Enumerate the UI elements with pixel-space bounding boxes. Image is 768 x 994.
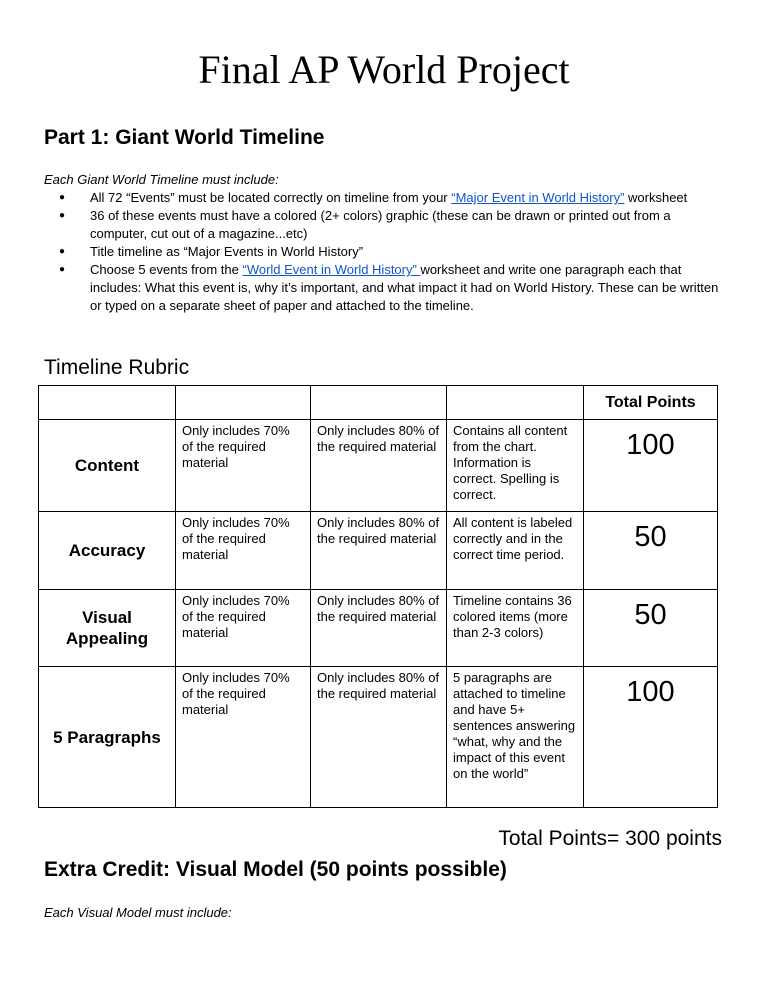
table-row (39, 512, 718, 590)
row-points: 100 (584, 420, 718, 512)
row-category: Content (39, 420, 176, 512)
table-cell: Contains all content from the chart. Information is correct. Spelling is correct. (447, 420, 584, 512)
table-row (39, 420, 718, 512)
table-header-cell (447, 386, 584, 420)
bullet-icon: ● (58, 192, 66, 203)
list-item (57, 243, 727, 261)
table-row (39, 590, 718, 667)
rubric-table (38, 385, 718, 808)
requirements-list (57, 189, 727, 315)
row-points: 100 (584, 667, 718, 808)
table-row (39, 667, 718, 808)
row-points: 50 (584, 512, 718, 590)
total-points-line: Total Points= 300 points (498, 827, 722, 850)
list-item-text: All 72 “Events” must be located correctly on timeline from your (90, 190, 452, 205)
part1-intro: Each Giant World Timeline must include: (44, 172, 279, 187)
row-points: 50 (584, 590, 718, 667)
table-header-cell (176, 386, 311, 420)
rubric-heading: Timeline Rubric (44, 356, 190, 379)
list-item (57, 189, 727, 207)
bullet-icon: ● (58, 210, 66, 221)
extra-credit-heading: Extra Credit: Visual Model (50 points possible) (44, 858, 507, 881)
table-cell: Only includes 80% of the required material (311, 590, 447, 667)
table-cell: Only includes 70% of the required material (176, 512, 311, 590)
part1-heading: Part 1: Giant World Timeline (44, 126, 325, 149)
table-cell: Only includes 70% of the required material (176, 590, 311, 667)
table-cell: Only includes 80% of the required material (311, 512, 447, 590)
table-cell: Only includes 80% of the required material (311, 667, 447, 808)
bullet-icon: ● (58, 264, 66, 275)
table-header-cell (39, 386, 176, 420)
table-cell: Only includes 70% of the required material (176, 667, 311, 808)
table-cell: All content is labeled correctly and in the correct time period. (447, 512, 584, 590)
list-item-text: 36 of these events must have a colored (2+ colors) graphic (these can be drawn or printed out from a computer, cut out of a magazine...etc) (90, 208, 671, 241)
bullet-icon: ● (58, 246, 66, 257)
table-cell: 5 paragraphs are attached to timeline and have 5+ sentences answering “what, why and the impact of this event on the world” (447, 667, 584, 808)
list-item-text: worksheet and write one paragraph each that includes: What this event is, why it’s important, and what impact it had on World History. These can be written or typed on a separate sheet of paper and attached to the timeline. (90, 262, 719, 313)
list-item-text: worksheet (624, 190, 688, 205)
table-cell: Timeline contains 36 colored items (more than 2-3 colors) (447, 590, 584, 667)
world-event-worksheet-link[interactable]: “World Event in World History” (242, 262, 421, 277)
table-cell: Only includes 70% of the required material (176, 420, 311, 512)
row-category: Accuracy (39, 512, 176, 590)
document-title: Final AP World Project (198, 47, 570, 92)
list-item (57, 261, 727, 315)
total-points-header: Total Points (584, 386, 718, 420)
list-item-text: Choose 5 events from the (90, 262, 243, 277)
table-header-row (39, 386, 718, 420)
extra-credit-intro: Each Visual Model must include: (44, 905, 232, 920)
table-cell: Only includes 80% of the required material (311, 420, 447, 512)
major-event-worksheet-link[interactable]: “Major Event in World History” (451, 190, 625, 205)
list-item (57, 207, 727, 243)
row-category: 5 Paragraphs (39, 667, 176, 808)
table-header-cell (311, 386, 447, 420)
row-category: Visual Appealing (39, 590, 176, 667)
list-item-text: Title timeline as “Major Events in World History” (90, 244, 364, 259)
